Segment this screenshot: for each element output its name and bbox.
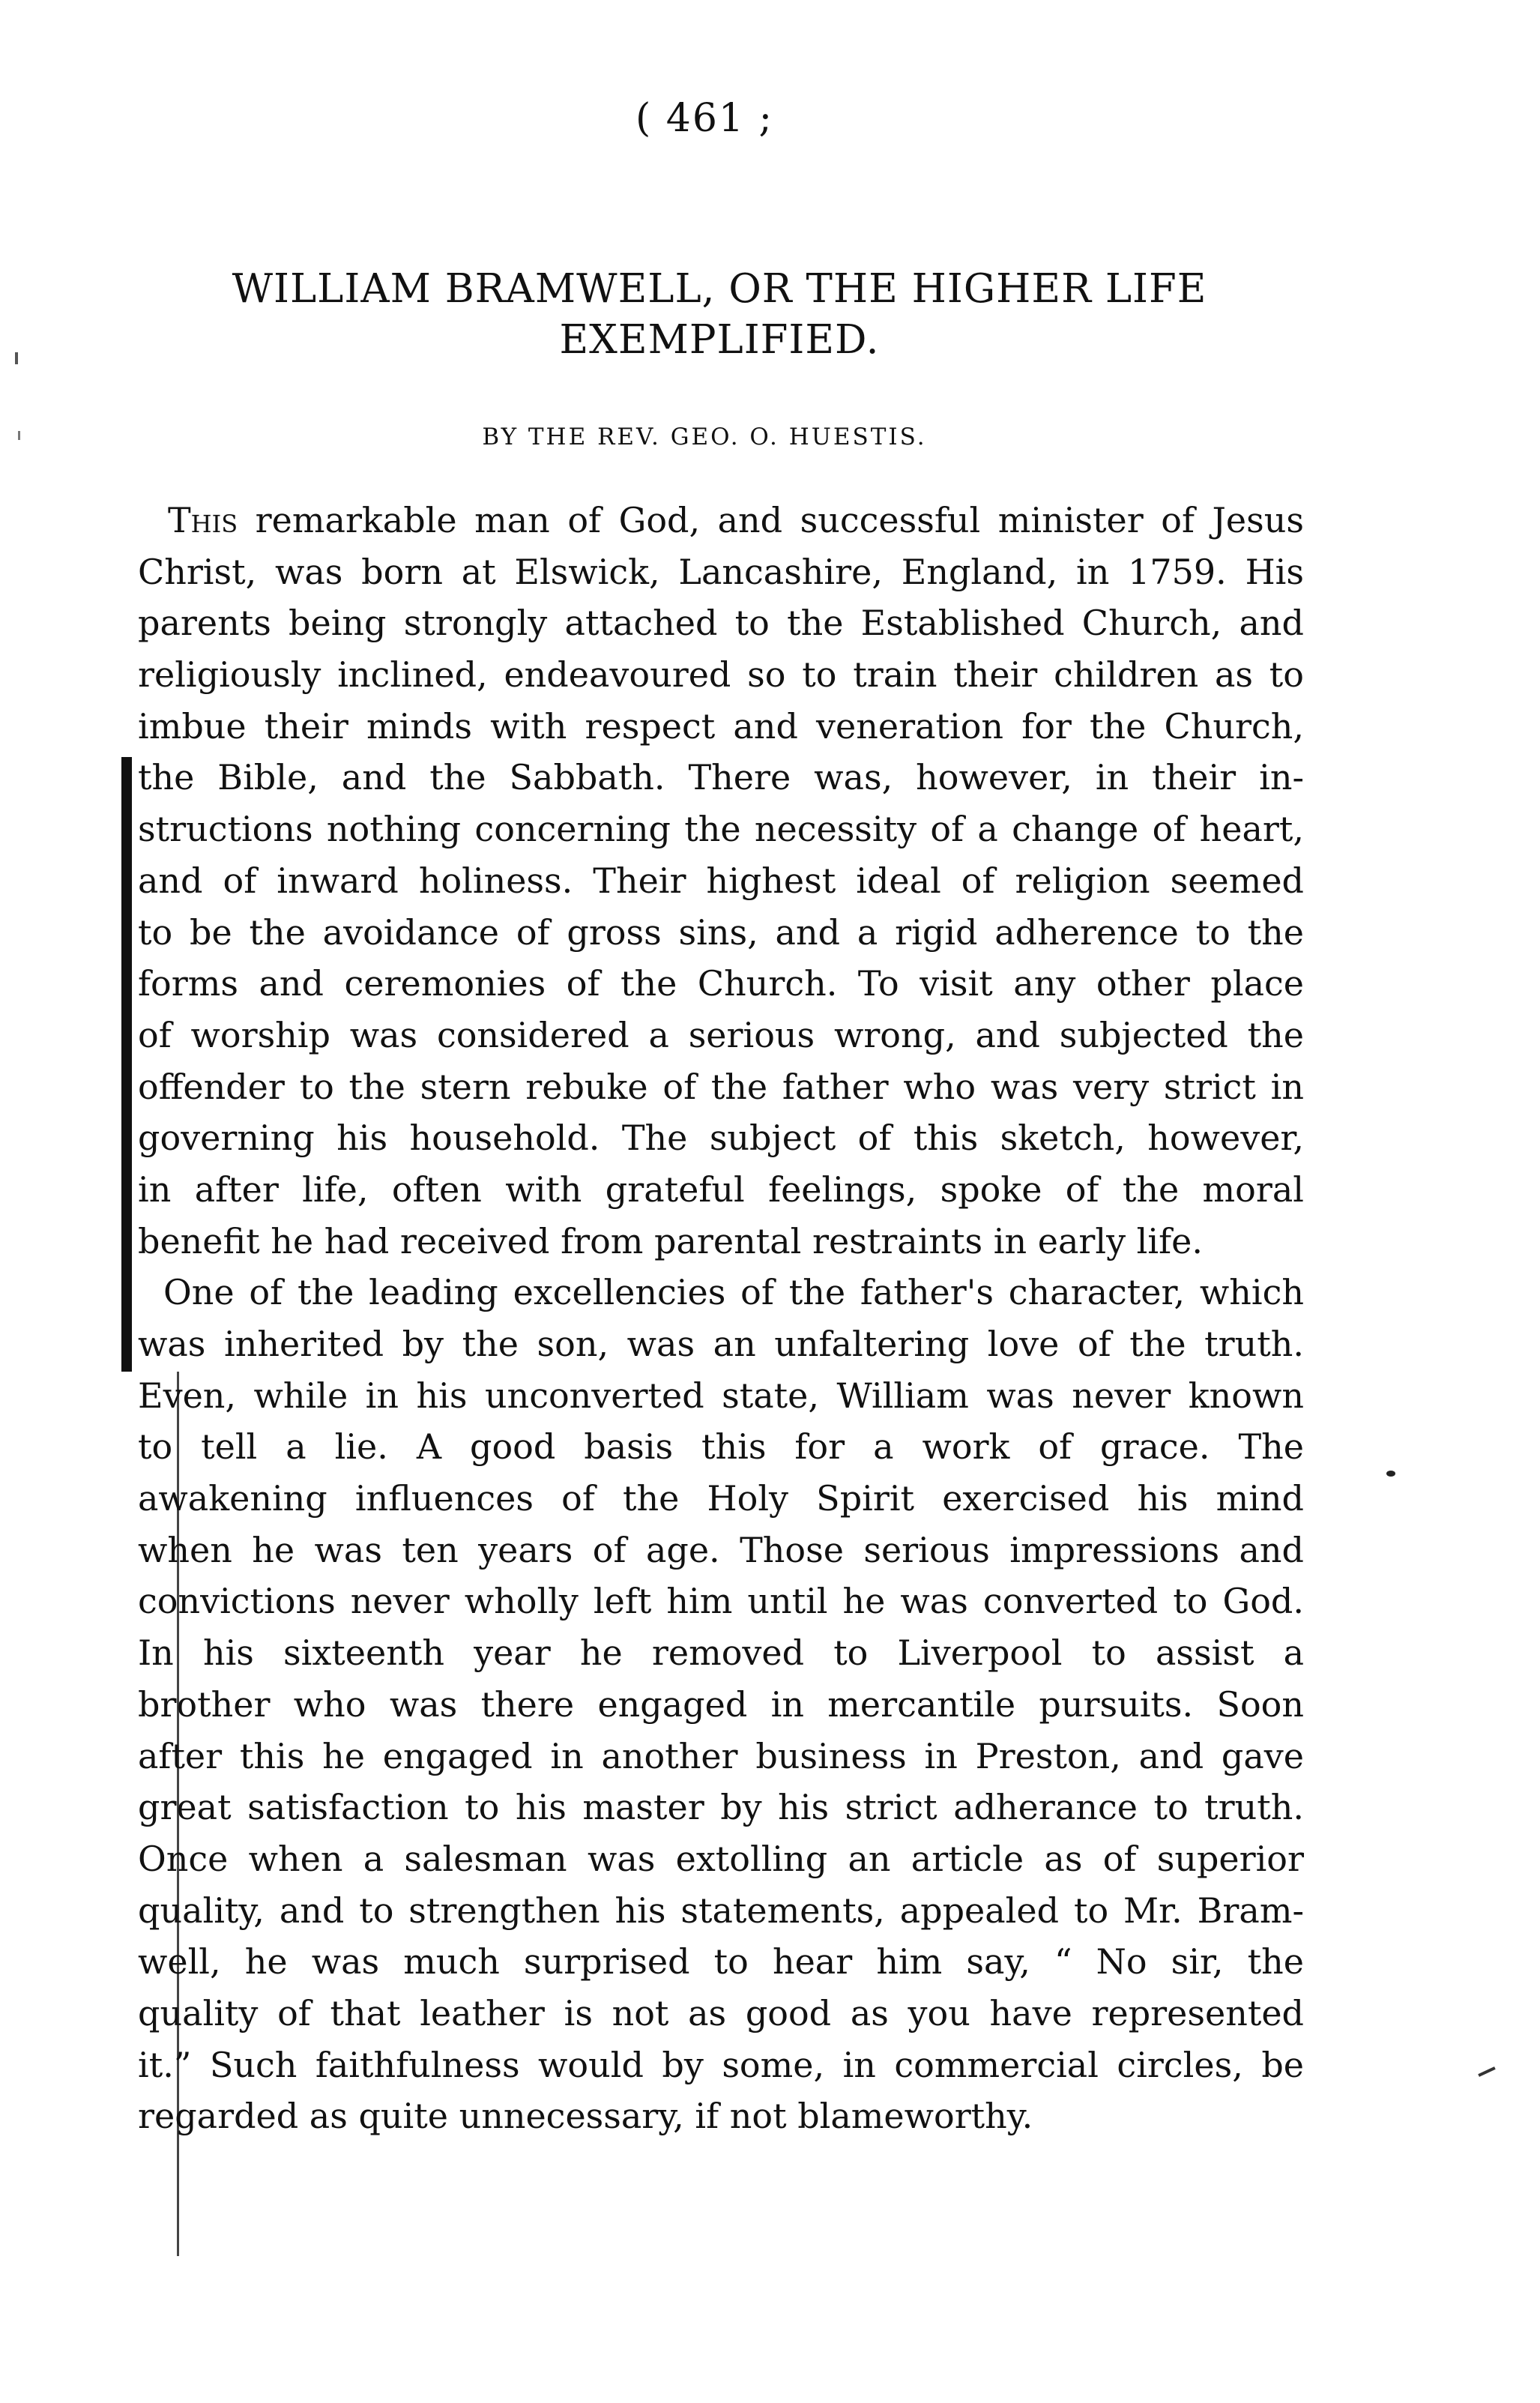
body-line: the Bible, and the Sabbath. There was, however, in their in- [138, 757, 1304, 798]
body-line: regarded as quite unnecessary, if not blameworthy. [138, 2096, 1033, 2137]
article-body [138, 495, 1304, 2142]
body-line: in after life, often with grateful feelings, spoke of the moral [138, 1169, 1304, 1210]
body-line: parents being strongly attached to the Established Church, and [138, 603, 1304, 644]
article-title-line-1: WILLIAM BRAMWELL, OR THE HIGHER LIFE [232, 266, 1207, 312]
article-title-line-2: EXEMPLIFIED. [559, 317, 880, 363]
body-line: Even, while in his unconverted state, William was never known [138, 1375, 1304, 1416]
body-line: and of inward holiness. Their highest ideal of religion seemed [138, 860, 1304, 901]
page-number: ( 461 ; [635, 96, 774, 141]
body-line: awakening influences of the Holy Spirit exercised his mind [138, 1478, 1304, 1519]
body-line: offender to the stern rebuke of the father who was very strict in [138, 1066, 1304, 1107]
body-line: to tell a lie. A good basis this for a work of grace. The [138, 1426, 1304, 1468]
body-line: of worship was considered a serious wrong, and subjected the [138, 1014, 1304, 1055]
author-byline: BY THE REV. GEO. O. HUESTIS. [482, 423, 927, 450]
body-line: governing his household. The subject of this sketch, however, [138, 1118, 1304, 1159]
body-line: quality, and to strengthen his statements, appealed to Mr. Bram- [138, 1890, 1304, 1931]
body-line: One of the leading excellencies of the father's character, which [163, 1272, 1304, 1313]
body-line: brother who was there engaged in mercantile pursuits. Soon [138, 1683, 1304, 1725]
scan-dot [1386, 1471, 1395, 1477]
body-line: after this he engaged in another business in Preston, and gave [138, 1735, 1304, 1776]
body-line: In his sixteenth year he removed to Liverpool to assist a [138, 1632, 1304, 1674]
body-line: quality of that leather is not as good as you have represented [138, 1992, 1304, 2033]
article-title [127, 264, 1311, 366]
body-line: structions nothing concerning the necessity of a change of heart, [138, 809, 1304, 850]
scan-mark [15, 352, 18, 364]
body-line: it.” Such faithfulness would by some, in commercial circles, be [138, 2044, 1304, 2085]
body-line: forms and ceremonies of the Church. To visit any other place [138, 963, 1304, 1004]
body-line: was inherited by the son, was an unfaltering love of the truth. [138, 1324, 1304, 1364]
body-line: imbue their minds with respect and veneration for the Church, [138, 705, 1304, 747]
scan-dash [1478, 2066, 1495, 2077]
body-line: great satisfaction to his master by his strict adherance to truth. [138, 1787, 1304, 1828]
body-line: religiously inclined, endeavoured so to train their children as to [138, 654, 1304, 696]
body-line: Christ, was born at Elswick, Lancashire, England, in 1759. His [138, 551, 1304, 592]
body-line: This remarkable man of God, and successful minister of Jesus [168, 500, 1304, 540]
margin-marking [121, 757, 132, 1372]
body-line: well, he was much surprised to hear him say, “ No sir, the [138, 1941, 1304, 1983]
body-line: when he was ten years of age. Those serious impressions and [138, 1529, 1304, 1570]
body-line: convictions never wholly left him until he was converted to God. [138, 1581, 1304, 1622]
body-line: benefit he had received from parental restraints in early life. [138, 1220, 1203, 1261]
body-line: to be the avoidance of gross sins, and a rigid adherence to the [138, 911, 1304, 953]
drop-word: This [168, 500, 238, 540]
body-line: Once when a salesman was extolling an article as of superior [138, 1838, 1304, 1879]
